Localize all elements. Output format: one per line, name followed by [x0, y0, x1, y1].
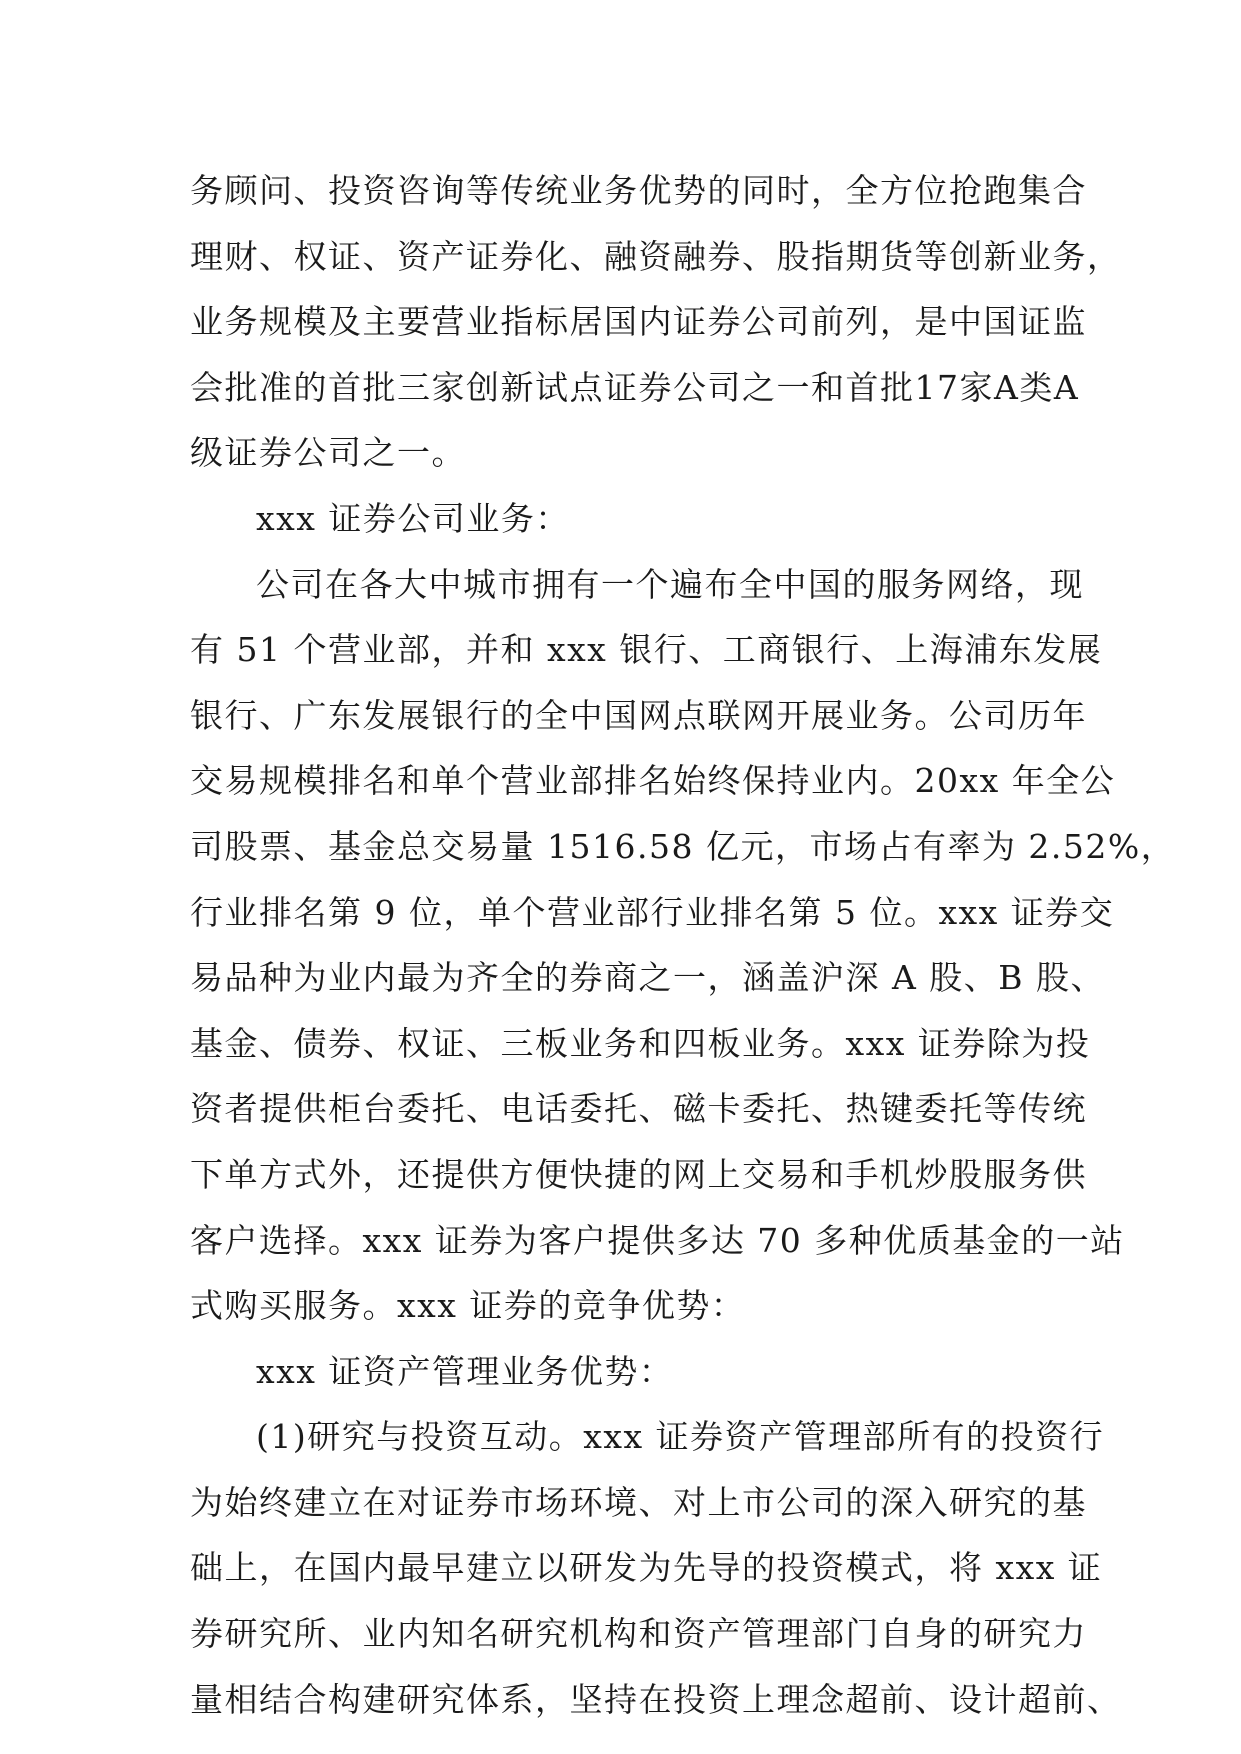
- text-line: 资者提供柜台委托、电话委托、磁卡委托、热键委托等传统: [190, 1089, 1087, 1129]
- text-line: 为始终建立在对证券市场环境、对上市公司的深入研究的基: [190, 1482, 1087, 1522]
- text-line: 理财、权证、资产证券化、融资融券、股指期货等创新业务，: [190, 236, 1122, 276]
- text-line: 客户选择。xxx 证券为客户提供多达 70 多种优质基金的一站: [190, 1220, 1125, 1260]
- text-line: 式购买服务。xxx 证券的竞争优势：: [190, 1286, 746, 1326]
- text-line: 务顾问、投资咨询等传统业务优势的同时，全方位抢跑集合: [190, 171, 1087, 210]
- text-line: (1)研究与投资互动。xxx 证券资产管理部所有的投资行: [256, 1417, 1105, 1457]
- text-line: 级证券公司之一。: [190, 433, 466, 473]
- section-heading: xxx 证资产管理业务优势：: [256, 1351, 674, 1391]
- section-heading: xxx 证券公司业务：: [256, 498, 570, 538]
- text-line: 础上，在国内最早建立以研发为先导的投资模式，将 xxx 证: [190, 1548, 1103, 1588]
- text-line: 基金、债券、权证、三板业务和四板业务。xxx 证券除为投: [190, 1023, 1091, 1063]
- text-line: 量相结合构建研究体系，坚持在投资上理念超前、设计超前、: [190, 1679, 1122, 1719]
- text-line: 行业排名第 9 位，单个营业部行业排名第 5 位。xxx 证券交: [190, 892, 1115, 932]
- text-line: 券研究所、业内知名研究机构和资产管理部门自身的研究力: [190, 1614, 1087, 1654]
- text-line: 司股票、基金总交易量 1516.58 亿元，市场占有率为 2.52%，: [190, 826, 1176, 866]
- text-line: 公司在各大中城市拥有一个遍布全中国的服务网络，现: [256, 564, 1084, 604]
- document-body: [190, 158, 1176, 1732]
- text-line: 交易规模排名和单个营业部排名始终保持业内。20xx 年全公: [190, 761, 1116, 801]
- text-line: 银行、广东发展银行的全中国网点联网开展业务。公司历年: [190, 695, 1087, 735]
- text-line: 会批准的首批三家创新试点证券公司之一和首批17家A类A: [190, 367, 1080, 407]
- text-line: 易品种为业内最为齐全的券商之一，涵盖沪深 A 股、B 股、: [190, 958, 1106, 998]
- text-line: 有 51 个营业部，并和 xxx 银行、工商银行、上海浦东发展: [190, 630, 1103, 670]
- text-line: 业务规模及主要营业指标居国内证券公司前列，是中国证监: [190, 302, 1087, 342]
- text-line: 下单方式外，还提供方便快捷的网上交易和手机炒股服务供: [190, 1154, 1087, 1194]
